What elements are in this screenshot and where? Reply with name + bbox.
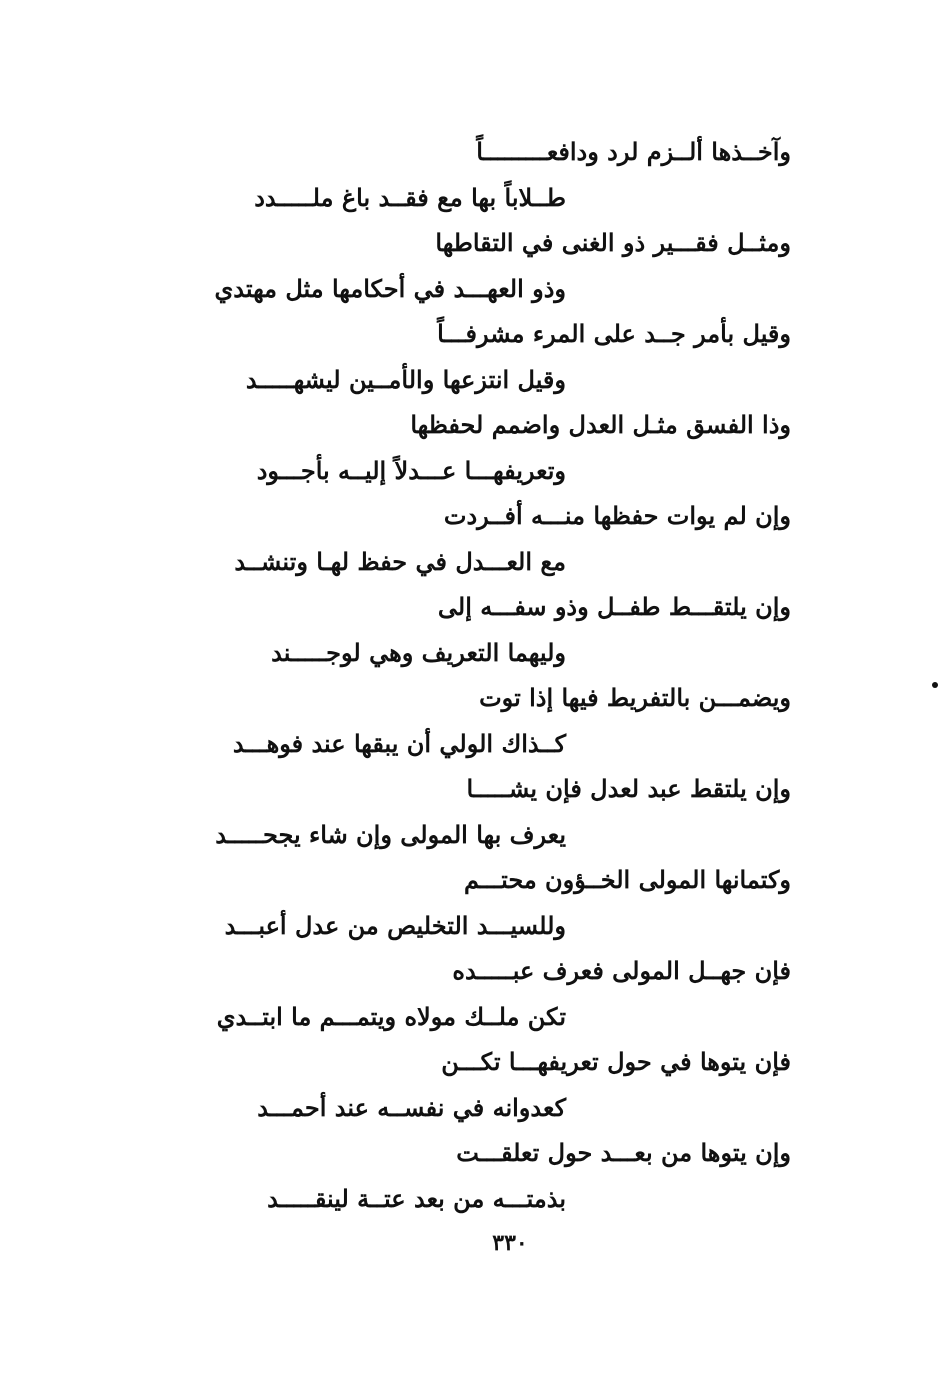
- verse-first-hemistich: وإن يلتقـــط طفــل وذو سفـــه إلى: [437, 592, 791, 621]
- verse-second-hemistich: كــذاك الولي أن يبقها عند فوهـــد: [232, 729, 566, 758]
- verse-second-hemistich: وذو العهـــد في أحكامها مثل مهتدي: [214, 274, 566, 303]
- verse-second-hemistich: تكن ملــك مولاه ويتمـــم ما ابتــدي: [216, 1002, 566, 1031]
- verse-first-hemistich: وذا الفسق مثـل العدل واضمم لحفظها: [410, 410, 791, 439]
- verse-first-hemistich: وكتمانها المولى الخــؤون محتـــم: [464, 865, 791, 894]
- verse-second-hemistich: وتعريفهـــا عـــدلاً إليــه بأجـــود: [256, 456, 566, 485]
- verse-first-hemistich: فإن يتوها في حول تعريفهـــا تكـــن: [441, 1047, 791, 1076]
- ink-dot: [932, 682, 938, 688]
- verse-second-hemistich: بذمتـــه من بعد عتــة لينقـــــد: [267, 1184, 566, 1213]
- verse-first-hemistich: وقيل بأمر جــد على المرء مشرفـــاً: [437, 319, 791, 348]
- verse-first-hemistich: وإن لم يوات حفظها منـــه أفــردت: [443, 501, 791, 530]
- verse-first-hemistich: وإن يلتقط عبد لعدل فإن يشـــــا: [466, 774, 791, 803]
- verse-first-hemistich: وإن يتوها من بعـــد حول تعلقـــت: [456, 1138, 791, 1167]
- verse-second-hemistich: طــلاباً بها مع فقــد باغ ملـــــدد: [254, 183, 566, 212]
- verse-second-hemistich: كعدوانه في نفســه عند أحمـــد: [257, 1093, 566, 1122]
- verse-second-hemistich: مع العـــدل في حفظ لهـا وتنشــد: [234, 547, 566, 576]
- verse-second-hemistich: وليهما التعريف وهي لوجـــــند: [271, 638, 566, 667]
- page-number: ٣٣٠: [492, 1230, 528, 1256]
- verse-first-hemistich: ويضمـــن بالتفريط فيها إذا توت: [479, 683, 791, 712]
- verse-first-hemistich: وآخــذها ألــزم لرد ودافعـــــــــاً: [476, 137, 791, 166]
- verse-first-hemistich: ومثــل فقـــير ذو الغنى في التقاطها: [435, 228, 791, 257]
- verse-second-hemistich: وقيل انتزعها والأمــين ليشهـــــد: [245, 365, 566, 394]
- verse-second-hemistich: يعرف بها المولى وإن شاء يجحـــــد: [215, 820, 566, 849]
- verse-second-hemistich: وللسيـــد التخليص من عدل أعبـــد: [224, 911, 566, 940]
- verse-first-hemistich: فإن جهــل المولى فعرف عبـــــده: [452, 956, 791, 985]
